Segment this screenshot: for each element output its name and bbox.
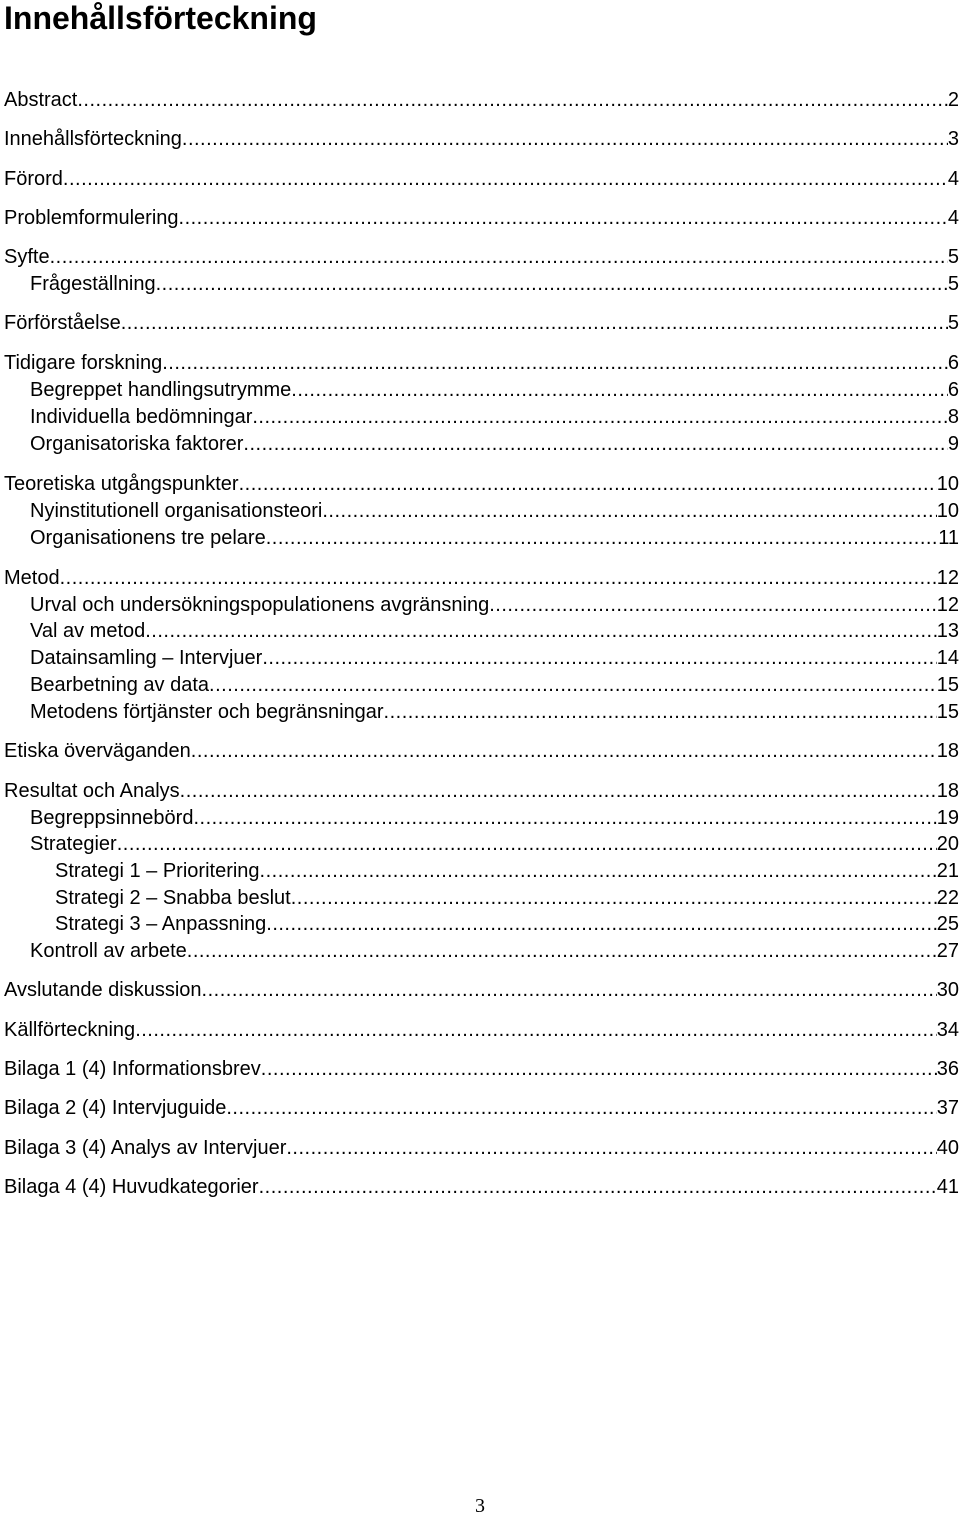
toc-leader-dots <box>322 498 936 524</box>
toc-entry[interactable] <box>55 911 959 937</box>
toc-leader-dots <box>252 404 948 430</box>
toc-entry-page: 11 <box>938 527 959 549</box>
toc-entry-label: Bilaga 3 (4) Analys av Intervjuer <box>4 1137 287 1159</box>
toc-entry-label: Tidigare forskning <box>4 352 163 374</box>
toc-entry-page: 19 <box>936 807 959 829</box>
toc-leader-dots <box>77 87 948 113</box>
toc-entry[interactable] <box>4 977 959 1003</box>
toc-entry-page: 4 <box>947 168 959 190</box>
toc-leader-dots <box>259 1174 937 1200</box>
toc-entry[interactable] <box>4 1135 959 1161</box>
toc-entry-label: Strategier <box>30 833 117 855</box>
toc-leader-dots <box>60 565 937 591</box>
toc-entry-page: 10 <box>936 473 959 495</box>
toc-entry-page: 6 <box>947 379 959 401</box>
toc-entry-label: Abstract <box>4 89 78 111</box>
toc-entry-page: 21 <box>936 860 959 882</box>
toc-entry-label: Urval och undersökningspopulationens avgränsning <box>30 594 490 616</box>
toc-leader-dots <box>384 699 937 725</box>
toc-entry-page: 12 <box>936 567 959 589</box>
toc-entry[interactable] <box>4 1095 959 1121</box>
toc-entry-label: Innehållsförteckning <box>4 128 182 150</box>
toc-leader-dots <box>180 778 937 804</box>
toc-entry[interactable] <box>4 471 959 497</box>
toc-leader-dots <box>193 805 936 831</box>
toc-entry-label: Begreppsinnebörd <box>30 807 194 829</box>
toc-entry-label: Individuella bedömningar <box>30 406 253 428</box>
toc-entry-label: Organisationens tre pelare <box>30 527 266 549</box>
toc-leader-dots <box>291 885 937 911</box>
toc-entry-page: 20 <box>936 833 959 855</box>
toc-entry-label: Resultat och Analys <box>4 780 180 802</box>
toc-leader-dots <box>162 350 948 376</box>
toc-entry-page: 9 <box>947 433 959 455</box>
toc-entry-label: Strategi 2 – Snabba beslut <box>55 887 291 909</box>
toc-entry[interactable] <box>30 431 959 457</box>
toc-entry-label: Problemformulering <box>4 207 179 229</box>
toc-entry-page: 15 <box>936 674 959 696</box>
toc-entry-page: 40 <box>936 1137 959 1159</box>
toc-entry[interactable] <box>4 1017 959 1043</box>
toc-entry-label: Metodens förtjänster och begränsningar <box>30 701 384 723</box>
toc-entry-label: Organisatoriska faktorer <box>30 433 244 455</box>
toc-leader-dots <box>179 205 948 231</box>
toc-leader-dots <box>191 738 937 764</box>
toc-leader-dots <box>286 1135 936 1161</box>
toc-entry[interactable] <box>4 778 959 804</box>
toc-entry-page: 25 <box>936 913 959 935</box>
toc-leader-dots <box>117 831 937 857</box>
toc-entry[interactable] <box>4 126 959 152</box>
toc-entry-page: 3 <box>947 128 959 150</box>
toc-entry[interactable] <box>30 525 959 551</box>
toc-entry[interactable] <box>30 805 959 831</box>
toc-entry-page: 18 <box>936 740 959 762</box>
toc-entry-label: Förord <box>4 168 63 190</box>
toc-entry[interactable] <box>4 244 959 270</box>
toc-leader-dots <box>489 592 937 618</box>
toc-entry-label: Strategi 1 – Prioritering <box>55 860 260 882</box>
toc-entry-label: Bilaga 1 (4) Informationsbrev <box>4 1058 261 1080</box>
toc-entry[interactable] <box>30 498 959 524</box>
toc-leader-dots <box>182 126 948 152</box>
toc-entry-page: 36 <box>936 1058 959 1080</box>
toc-leader-dots <box>135 1017 937 1043</box>
toc-entry-page: 22 <box>936 887 959 909</box>
toc-entry-label: Metod <box>4 567 60 589</box>
toc-entry[interactable] <box>30 831 959 857</box>
toc-entry-page: 5 <box>947 273 959 295</box>
toc-entry[interactable] <box>30 404 959 430</box>
toc-entry-label: Bearbetning av data <box>30 674 210 696</box>
toc-entry-label: Syfte <box>4 246 50 268</box>
toc-leader-dots <box>291 377 948 403</box>
page-number: 3 <box>475 1495 485 1517</box>
toc-entry[interactable] <box>4 1174 959 1200</box>
toc-leader-dots <box>261 1056 937 1082</box>
toc-leader-dots <box>63 166 948 192</box>
toc-leader-dots <box>262 645 936 671</box>
toc-entry-page: 15 <box>936 701 959 723</box>
toc-entry-label: Bilaga 2 (4) Intervjuguide <box>4 1097 227 1119</box>
toc-entry[interactable] <box>4 1056 959 1082</box>
toc-entry-page: 37 <box>936 1097 959 1119</box>
toc-leader-dots <box>121 310 948 336</box>
toc-entry-page: 27 <box>936 940 959 962</box>
toc-entry-page: 18 <box>936 780 959 802</box>
toc-entry-page: 8 <box>947 406 959 428</box>
toc-entry[interactable] <box>30 938 959 964</box>
toc-entry[interactable] <box>30 672 959 698</box>
toc-entry-label: Etiska överväganden <box>4 740 191 762</box>
toc-leader-dots <box>266 911 936 937</box>
toc-leader-dots <box>202 977 937 1003</box>
toc-entry[interactable] <box>4 738 959 764</box>
page-title: Innehållsförteckning <box>4 0 317 36</box>
toc-leader-dots <box>243 431 947 457</box>
toc-entry[interactable] <box>30 377 959 403</box>
toc-entry-page: 5 <box>947 246 959 268</box>
toc-leader-dots <box>156 271 948 297</box>
toc-entry[interactable] <box>4 87 959 113</box>
toc-entry[interactable] <box>4 310 959 336</box>
toc-entry-label: Avslutande diskussion <box>4 979 202 1001</box>
toc-entry-page: 4 <box>947 207 959 229</box>
toc-leader-dots <box>226 1095 936 1121</box>
toc-entry[interactable] <box>4 350 959 376</box>
toc-entry[interactable] <box>30 271 959 297</box>
toc-entry-page: 13 <box>936 620 959 642</box>
toc-entry-label: Bilaga 4 (4) Huvudkategorier <box>4 1176 259 1198</box>
toc-entry[interactable] <box>55 858 959 884</box>
toc-entry-label: Begreppet handlingsutrymme <box>30 379 292 401</box>
toc-entry-page: 10 <box>936 500 959 522</box>
toc-entry[interactable] <box>4 166 959 192</box>
toc-leader-dots <box>145 618 937 644</box>
toc-entry-label: Källförteckning <box>4 1019 136 1041</box>
toc-leader-dots <box>239 471 937 497</box>
toc-entry-page: 2 <box>947 89 959 111</box>
toc-entry[interactable] <box>30 645 959 671</box>
toc-entry-label: Nyinstitutionell organisationsteori <box>30 500 323 522</box>
toc-leader-dots <box>266 525 939 551</box>
toc-entry[interactable] <box>4 205 959 231</box>
toc-entry[interactable] <box>30 592 959 618</box>
toc-entry[interactable] <box>30 699 959 725</box>
toc-entry-label: Datainsamling – Intervjuer <box>30 647 263 669</box>
toc-entry-label: Strategi 3 – Anpassning <box>55 913 267 935</box>
toc-entry-page: 6 <box>947 352 959 374</box>
toc-entry-label: Frågeställning <box>30 273 156 295</box>
toc-entry-label: Val av metod <box>30 620 146 642</box>
toc-entry[interactable] <box>30 618 959 644</box>
toc-entry-label: Kontroll av arbete <box>30 940 187 962</box>
toc-entry-page: 41 <box>936 1176 959 1198</box>
toc-entry-page: 34 <box>936 1019 959 1041</box>
toc-entry-label: Teoretiska utgångspunkter <box>4 473 239 495</box>
toc-entry-page: 12 <box>936 594 959 616</box>
toc-entry-page: 30 <box>936 979 959 1001</box>
toc-entry-page: 5 <box>947 312 959 334</box>
toc-entry[interactable] <box>55 885 959 911</box>
toc-entry[interactable] <box>4 565 959 591</box>
toc-leader-dots <box>260 858 937 884</box>
toc-leader-dots <box>50 244 948 270</box>
toc-entry-label: Förförståelse <box>4 312 121 334</box>
toc-leader-dots <box>209 672 937 698</box>
toc-leader-dots <box>187 938 937 964</box>
toc-entry-page: 14 <box>936 647 959 669</box>
